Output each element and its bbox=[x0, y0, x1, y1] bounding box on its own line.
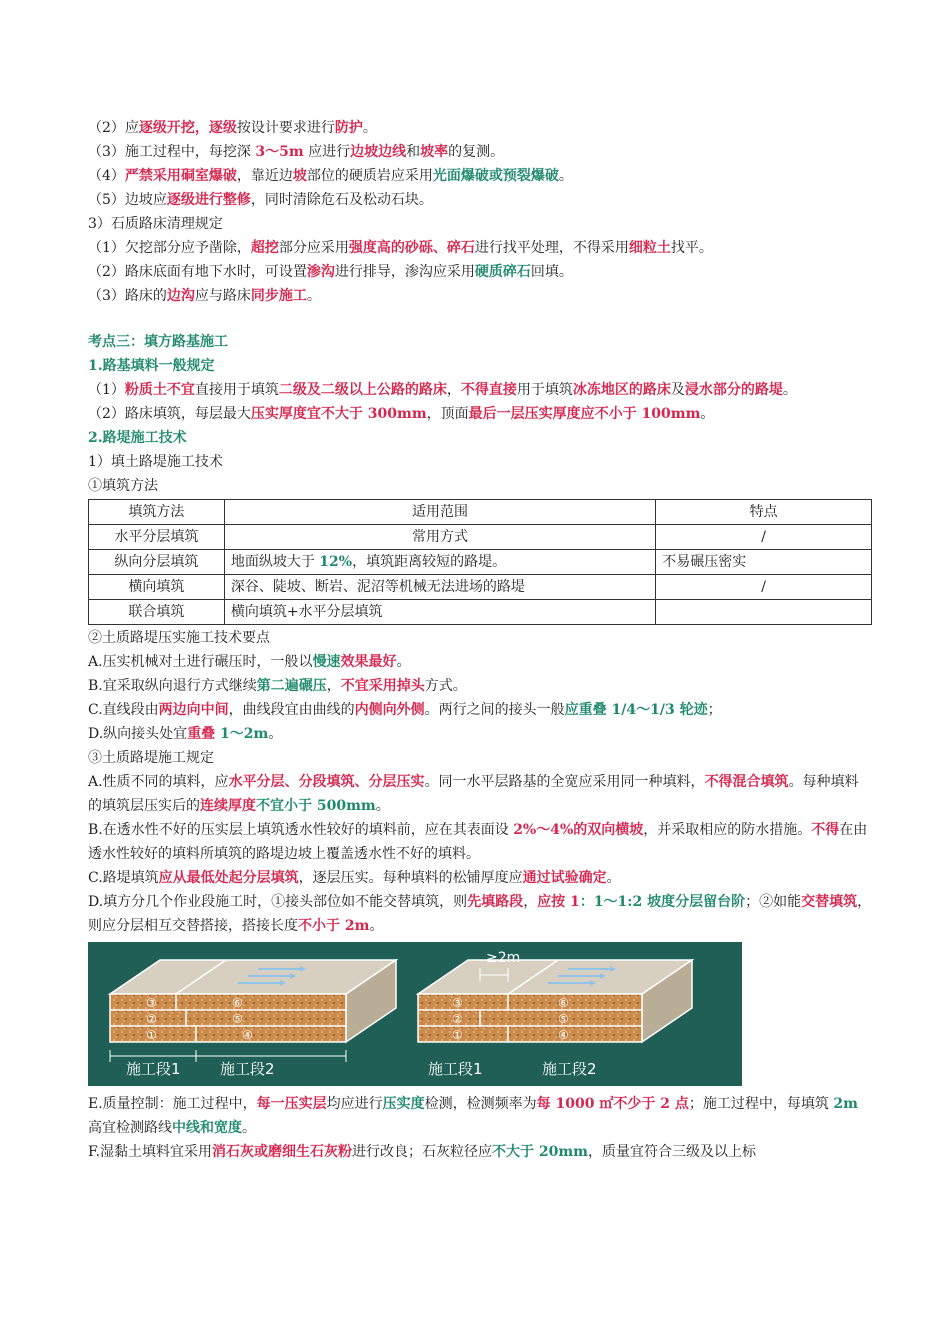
text-run: 方式。 bbox=[424, 678, 467, 694]
highlight-text: 12% bbox=[319, 554, 353, 570]
highlight-text: 慢速 bbox=[312, 654, 341, 670]
right-layer-2: ② bbox=[452, 1012, 463, 1026]
section-title: 考点三：填方路基施工 bbox=[88, 334, 228, 350]
left-block bbox=[110, 960, 396, 1078]
highlight-text: 坡率 bbox=[420, 144, 449, 160]
text-run: ，逐层压实。每种填料的松铺厚度应 bbox=[298, 870, 523, 886]
paragraph bbox=[88, 818, 872, 866]
paragraph bbox=[88, 1092, 872, 1140]
text-run: 及 bbox=[670, 382, 685, 398]
text-run: 。 bbox=[396, 654, 411, 670]
text-run: ②土质路堤压实施工技术要点 bbox=[88, 630, 270, 646]
text-line bbox=[88, 626, 872, 650]
text-line bbox=[88, 260, 872, 284]
highlight-text: 交替填筑 bbox=[801, 894, 858, 910]
text-run: （2）路床填筑，每层最大 bbox=[88, 406, 251, 422]
text-run: ；②如能 bbox=[745, 894, 802, 910]
highlight-text: 2m bbox=[833, 1096, 858, 1112]
text-line bbox=[88, 236, 872, 260]
right-segment-2-label: 施工段2 bbox=[542, 1060, 597, 1078]
text-run: 横向填筑+水平分层填筑 bbox=[230, 604, 383, 620]
text-run: 。每种填料的填筑层压实后的 bbox=[88, 774, 859, 814]
highlight-text: 每一压实层 bbox=[256, 1096, 327, 1112]
text-run: ， bbox=[446, 382, 461, 398]
text-line bbox=[88, 698, 872, 722]
highlight-text: 每 1000 ㎡不少于 2 点 bbox=[536, 1096, 689, 1112]
highlight-text: 不小于 2m bbox=[298, 918, 370, 934]
highlight-text: 超挖 bbox=[250, 240, 279, 256]
highlight-text: 压实度 bbox=[382, 1096, 425, 1112]
cell-feature: / bbox=[656, 575, 872, 600]
paragraph bbox=[88, 1140, 872, 1164]
text-run: 深谷、陡坡、断岩、泥沼等机械无法进场的路堤 bbox=[230, 579, 525, 595]
text-run: 部位的硬质岩应采用 bbox=[306, 168, 433, 184]
text-run: 的复测。 bbox=[448, 144, 505, 160]
text-run: ，质量宜符合三级及以上标 bbox=[587, 1144, 756, 1160]
highlight-text: 压实厚度宜不大于 300mm bbox=[250, 406, 427, 422]
text-run: 。 bbox=[306, 288, 321, 304]
highlight-text: 不得直接 bbox=[460, 382, 517, 398]
text-run: ；施工过程中，每填筑 bbox=[688, 1096, 834, 1112]
left-layer-2: ② bbox=[146, 1012, 157, 1026]
text-line bbox=[88, 140, 872, 164]
text-line bbox=[88, 164, 872, 188]
highlight-text: 粉质土不宜 bbox=[124, 382, 195, 398]
text-run: ， bbox=[326, 678, 341, 694]
text-run: ③土质路堤施工规定 bbox=[88, 750, 214, 766]
cell-scope bbox=[224, 600, 655, 625]
highlight-text: 内侧向外侧 bbox=[354, 702, 425, 718]
text-run: （1） bbox=[88, 382, 125, 398]
highlight-text: 渗沟 bbox=[306, 264, 335, 280]
highlight-text: 3～5m bbox=[255, 144, 304, 160]
text-line bbox=[88, 378, 872, 402]
text-run: 高宜检测路线 bbox=[88, 1120, 172, 1136]
text-run: （2）应 bbox=[88, 120, 139, 136]
text-line bbox=[88, 188, 872, 212]
text-run: 在由透水性较好的填料所填筑的路堤边坡上覆盖透水性不好的填料。 bbox=[88, 822, 868, 862]
text-run: （3）路床的 bbox=[88, 288, 167, 304]
text-run: （3）施工过程中，每挖深 bbox=[88, 144, 256, 160]
highlight-text: 不得 bbox=[811, 822, 840, 838]
highlight-text: 先填路段 bbox=[467, 894, 524, 910]
highlight-text: 硬质碎石 bbox=[474, 264, 531, 280]
table-row bbox=[89, 525, 872, 550]
cell-method: 水平分层填筑 bbox=[89, 525, 225, 550]
highlight-text: 二级及二级以上公路的路床 bbox=[278, 382, 447, 398]
left-segment-1-label: 施工段1 bbox=[126, 1060, 181, 1078]
text-run: 。 bbox=[242, 1120, 256, 1136]
text-run: 按设计要求进行 bbox=[236, 120, 335, 136]
text-run: ， bbox=[523, 894, 538, 910]
intro-block bbox=[88, 116, 872, 308]
highlight-text: 光面爆破或预裂爆破 bbox=[432, 168, 559, 184]
text-run: （5）边坡应 bbox=[88, 192, 167, 208]
text-line bbox=[88, 650, 872, 674]
right-layer-3: ③ bbox=[452, 996, 463, 1010]
fill-material-rules bbox=[88, 378, 872, 426]
text-run: ，曲线段宜由曲线的 bbox=[228, 702, 355, 718]
table-row bbox=[89, 575, 872, 600]
highlight-text: 浸水部分的路堤 bbox=[684, 382, 783, 398]
document-page bbox=[88, 116, 872, 1164]
subsection-title-embankment: 2.路堤施工技术 bbox=[88, 430, 187, 446]
text-run: C.直线段由 bbox=[88, 702, 159, 718]
table-header-scope: 适用范围 bbox=[224, 500, 655, 525]
text-run: 。 bbox=[362, 120, 377, 136]
highlight-text: 连续厚度 bbox=[200, 798, 256, 814]
highlight-text: 同步施工 bbox=[250, 288, 307, 304]
cell-method: 横向填筑 bbox=[89, 575, 225, 600]
left-layer-3: ③ bbox=[146, 996, 157, 1010]
highlight-text: 不大于 20mm bbox=[491, 1144, 588, 1160]
table-row bbox=[89, 550, 872, 575]
overlap-length-label: ≥2m bbox=[486, 950, 521, 966]
highlight-text: 中线和宽度 bbox=[172, 1120, 242, 1136]
text-line bbox=[88, 284, 872, 308]
highlight-text: 冰冻地区的路床 bbox=[572, 382, 671, 398]
highlight-text: 通过试验确定 bbox=[522, 870, 607, 886]
right-layer-5: ⑤ bbox=[558, 1012, 569, 1026]
highlight-text: 应从最低处起分层填筑 bbox=[158, 870, 299, 886]
right-layer-6: ⑥ bbox=[558, 996, 569, 1010]
highlight-text: 应重叠 1/4～1/3 轮迹 bbox=[564, 702, 708, 718]
cell-scope bbox=[224, 575, 655, 600]
text-run: 回填。 bbox=[530, 264, 573, 280]
text-run: B.在透水性不好的压实层上填筑透水性较好的填料前，应在其表面设 bbox=[88, 822, 514, 838]
paragraph bbox=[88, 770, 872, 818]
text-run: ，同时清除危石及松动石块。 bbox=[250, 192, 433, 208]
text-line bbox=[88, 116, 872, 140]
text-run: ，并采取相应的防水措施。 bbox=[643, 822, 812, 838]
text-run: 均应进行 bbox=[326, 1096, 383, 1112]
left-layer-1: ① bbox=[146, 1028, 157, 1042]
highlight-text: 防护 bbox=[334, 120, 363, 136]
text-run: 进行排导，渗沟应采用 bbox=[334, 264, 475, 280]
highlight-text: 2%～4%的双向横坡 bbox=[513, 822, 644, 838]
cell-method: 纵向分层填筑 bbox=[89, 550, 225, 575]
left-layer-4: ④ bbox=[242, 1028, 253, 1042]
text-run: A.性质不同的填料，应 bbox=[88, 774, 229, 790]
text-run: 进行改良；石灰粒径应 bbox=[351, 1144, 492, 1160]
text-run: ； bbox=[707, 702, 722, 718]
text-run: 。 bbox=[700, 406, 715, 422]
text-run: 地面纵坡大于 bbox=[230, 554, 320, 570]
cell-scope bbox=[224, 550, 655, 575]
quality-control-block bbox=[88, 1092, 872, 1164]
highlight-text: 应按 1 bbox=[537, 894, 580, 910]
text-run: 应进行 bbox=[303, 144, 351, 160]
table-header-row bbox=[89, 500, 872, 525]
table-header-feature: 特点 bbox=[656, 500, 872, 525]
text-run: 。 bbox=[606, 870, 621, 886]
highlight-text: 效果最好 bbox=[340, 654, 397, 670]
right-segment-1-label: 施工段1 bbox=[428, 1060, 483, 1078]
text-run: 3）石质路床清理规定 bbox=[88, 216, 223, 232]
cell-scope bbox=[224, 525, 655, 550]
highlight-text: 消石灰或磨细生石灰粉 bbox=[211, 1144, 352, 1160]
highlight-text: 水平分层、分段填筑、分层压实 bbox=[228, 774, 425, 790]
table-row bbox=[89, 600, 872, 625]
text-line bbox=[88, 674, 872, 698]
right-layer-4: ④ bbox=[558, 1028, 569, 1042]
segment-overlap-figure bbox=[88, 942, 742, 1086]
highlight-text: 不宜小于 500mm bbox=[256, 798, 376, 814]
text-run: E.质量控制：施工过程中， bbox=[88, 1096, 257, 1112]
text-run: 。同一水平层路基的全宽应采用同一种填料， bbox=[424, 774, 705, 790]
text-run: ，顶面 bbox=[426, 406, 469, 422]
text-run: 用于填筑 bbox=[516, 382, 573, 398]
highlight-text: 强度高的砂砾、碎石 bbox=[348, 240, 475, 256]
text-run: 和 bbox=[406, 144, 421, 160]
compaction-points bbox=[88, 626, 872, 770]
text-run: ，填筑距离较短的路堤。 bbox=[352, 554, 507, 570]
highlight-text: 细粒土 bbox=[628, 240, 671, 256]
highlight-text: ：1～1:2 坡度分层留台阶 bbox=[579, 894, 746, 910]
text-run: 进行找平处理，不得采用 bbox=[474, 240, 629, 256]
paragraph bbox=[88, 866, 872, 890]
text-run: C.路堤填筑 bbox=[88, 870, 159, 886]
highlight-text: 严禁采用硐室爆破 bbox=[124, 168, 237, 184]
highlight-text: 坡 bbox=[292, 168, 307, 184]
cell-feature: / bbox=[656, 525, 872, 550]
text-line bbox=[88, 402, 872, 426]
cell-feature: 不易碾压密实 bbox=[656, 550, 872, 575]
paragraph bbox=[88, 890, 872, 938]
text-line bbox=[88, 746, 872, 770]
text-run: A.压实机械对土进行碾压时，一般以 bbox=[88, 654, 313, 670]
highlight-text: 不得混合填筑 bbox=[704, 774, 789, 790]
text-run: （2）路床底面有地下水时，可设置 bbox=[88, 264, 307, 280]
highlight-text: 边坡边线 bbox=[350, 144, 407, 160]
text-run: 。 bbox=[782, 382, 797, 398]
cell-method: 联合填筑 bbox=[89, 600, 225, 625]
text-run: 。两行之间的接头一般 bbox=[424, 702, 565, 718]
text-run: 检测，检测频率为 bbox=[424, 1096, 537, 1112]
text-run: 。 bbox=[375, 798, 390, 814]
cell-feature bbox=[656, 600, 872, 625]
segment-diagram bbox=[88, 942, 742, 1086]
highlight-text: 两边向中间 bbox=[158, 702, 229, 718]
highlight-text: 重叠 bbox=[187, 726, 216, 742]
text-run: B.宜采取纵向退行方式继续 bbox=[88, 678, 257, 694]
highlight-text: 1～2m bbox=[215, 726, 269, 742]
text-run: 常用方式 bbox=[412, 529, 469, 545]
text-run: 。 bbox=[558, 168, 573, 184]
heading-fill-methods: ①填筑方法 bbox=[88, 478, 158, 494]
text-line bbox=[88, 212, 872, 236]
embankment-rules bbox=[88, 770, 872, 938]
left-layer-6: ⑥ bbox=[232, 996, 243, 1010]
text-run: 。 bbox=[369, 918, 384, 934]
highlight-text: 逐级开挖，逐级 bbox=[138, 120, 237, 136]
text-run: 应与路床 bbox=[194, 288, 251, 304]
text-run: F.湿黏土填料宜采用 bbox=[88, 1144, 212, 1160]
highlight-text: 不宜采用掉头 bbox=[340, 678, 425, 694]
text-run: 。 bbox=[268, 726, 283, 742]
text-run: 直接用于填筑 bbox=[194, 382, 279, 398]
fill-methods-table bbox=[88, 499, 872, 625]
text-run: ，靠近边 bbox=[236, 168, 293, 184]
right-layer-1: ① bbox=[452, 1028, 463, 1042]
text-run: （4） bbox=[88, 168, 125, 184]
text-run: ，则应分层相互交替搭接，搭接长度 bbox=[88, 894, 872, 934]
subsection-title-fill-material: 1.路基填料一般规定 bbox=[88, 358, 215, 374]
text-line bbox=[88, 722, 872, 746]
table-header-method: 填筑方法 bbox=[89, 500, 225, 525]
highlight-text: 第二遍碾压 bbox=[256, 678, 327, 694]
highlight-text: 最后一层压实厚度应不小于 100mm bbox=[468, 406, 701, 422]
text-run: D.填方分几个作业段施工时，①接头部位如不能交替填筑，则 bbox=[88, 894, 468, 910]
highlight-text: 边沟 bbox=[166, 288, 195, 304]
highlight-text: 逐级进行整修 bbox=[166, 192, 251, 208]
text-run: （1）欠挖部分应予凿除， bbox=[88, 240, 251, 256]
right-block bbox=[418, 950, 692, 1078]
heading-soil-embankment: 1）填土路堤施工技术 bbox=[88, 454, 223, 470]
text-run: 部分应采用 bbox=[278, 240, 349, 256]
text-run: 找平。 bbox=[670, 240, 713, 256]
left-layer-5: ⑤ bbox=[232, 1012, 243, 1026]
text-run: D.纵向接头处宜 bbox=[88, 726, 188, 742]
left-segment-2-label: 施工段2 bbox=[220, 1060, 275, 1078]
